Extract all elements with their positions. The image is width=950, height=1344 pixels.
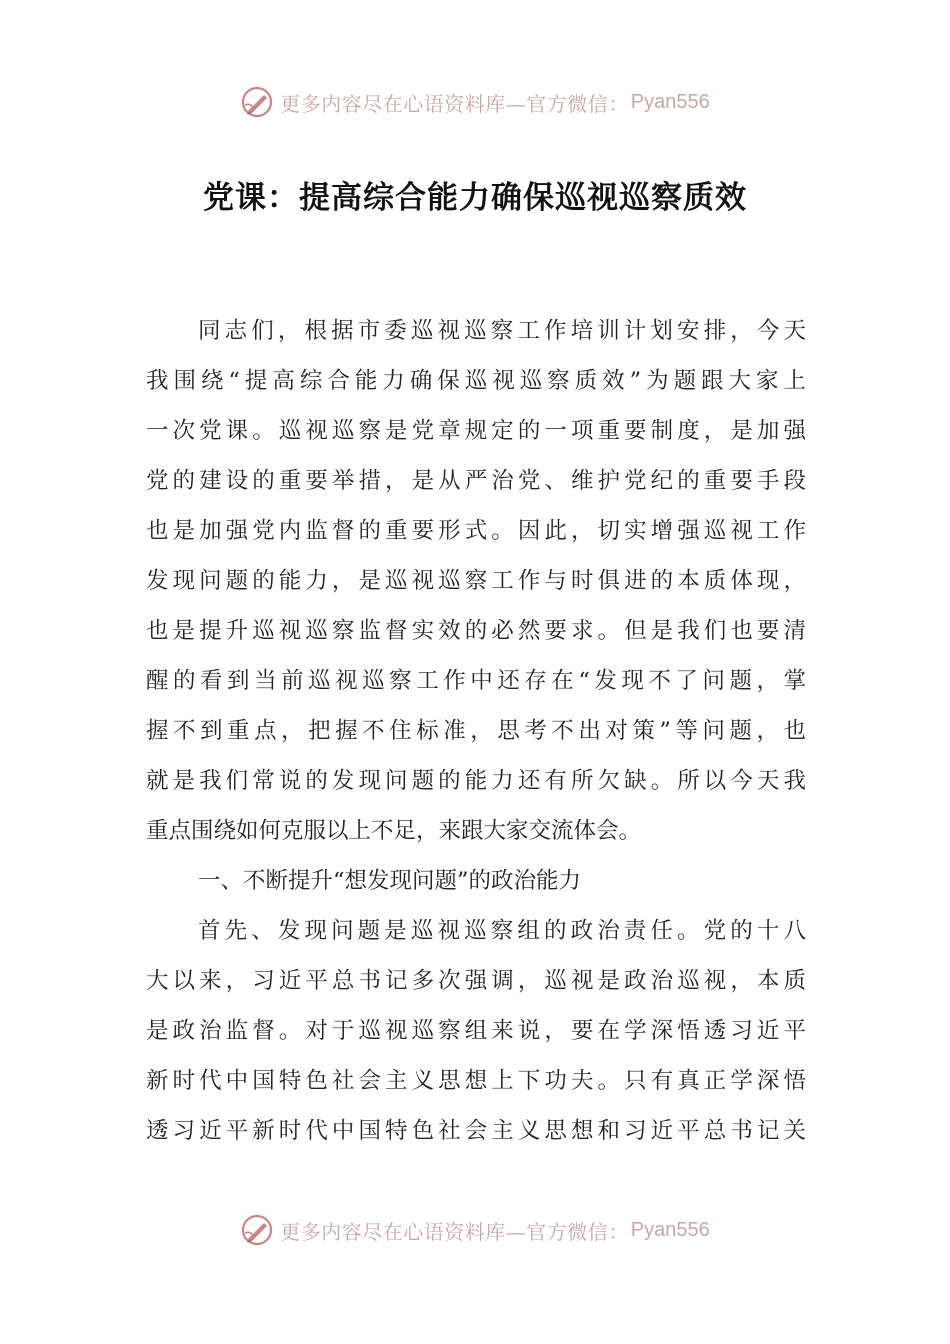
footer-watermark — [0, 1210, 950, 1250]
body-line: 大以来，习近平总书记多次强调，巡视是政治巡视，本质 — [146, 968, 806, 994]
pen-circle-icon — [240, 85, 274, 119]
pen-circle-icon — [240, 1213, 274, 1247]
document-body — [146, 306, 806, 1156]
section-heading: 一、不断提升“想发现问题”的政治能力 — [198, 868, 582, 894]
watermark-text: 更多内容尽在心语资料库—官方微信： — [280, 1219, 629, 1244]
body-line: 发现问题的能力，是巡视巡察工作与时俱进的本质体现， — [146, 568, 806, 594]
body-line: 我围绕“提高综合能力确保巡视巡察质效”为题跟大家上 — [146, 368, 806, 394]
body-line: 透习近平新时代中国特色社会主义思想和习近平总书记关 — [146, 1118, 806, 1144]
document-title: 党课：提高综合能力确保巡视巡察质效 — [203, 180, 747, 216]
body-line: 就是我们常说的发现问题的能力还有所欠缺。所以今天我 — [146, 768, 806, 794]
header-watermark — [0, 82, 950, 122]
body-line: 首先、发现问题是巡视巡察组的政治责任。党的十八 — [198, 918, 806, 944]
body-line: 是政治监督。对于巡视巡察组来说，要在学深悟透习近平 — [146, 1018, 806, 1044]
watermark-wechat-id: Pyan556 — [630, 90, 710, 113]
body-line: 新时代中国特色社会主义思想上下功夫。只有真正学深悟 — [146, 1068, 806, 1094]
body-line: 一次党课。巡视巡察是党章规定的一项重要制度，是加强 — [146, 418, 806, 444]
watermark-text: 更多内容尽在心语资料库—官方微信： — [280, 91, 629, 116]
body-line: 同志们，根据市委巡视巡察工作培训计划安排，今天 — [198, 318, 806, 344]
body-line: 重点围绕如何克服以上不足，来跟大家交流体会。 — [146, 818, 642, 844]
body-line: 也是加强党内监督的重要形式。因此，切实增强巡视工作 — [146, 518, 806, 544]
body-line: 也是提升巡视巡察监督实效的必然要求。但是我们也要清 — [146, 618, 806, 644]
body-line: 党的建设的重要举措，是从严治党、维护党纪的重要手段 — [146, 468, 806, 494]
body-line: 握不到重点，把握不住标准，思考不出对策”等问题，也 — [146, 718, 806, 744]
watermark-wechat-id: Pyan556 — [630, 1218, 710, 1241]
body-line: 醒的看到当前巡视巡察工作中还存在“发现不了问题，掌 — [146, 668, 806, 694]
